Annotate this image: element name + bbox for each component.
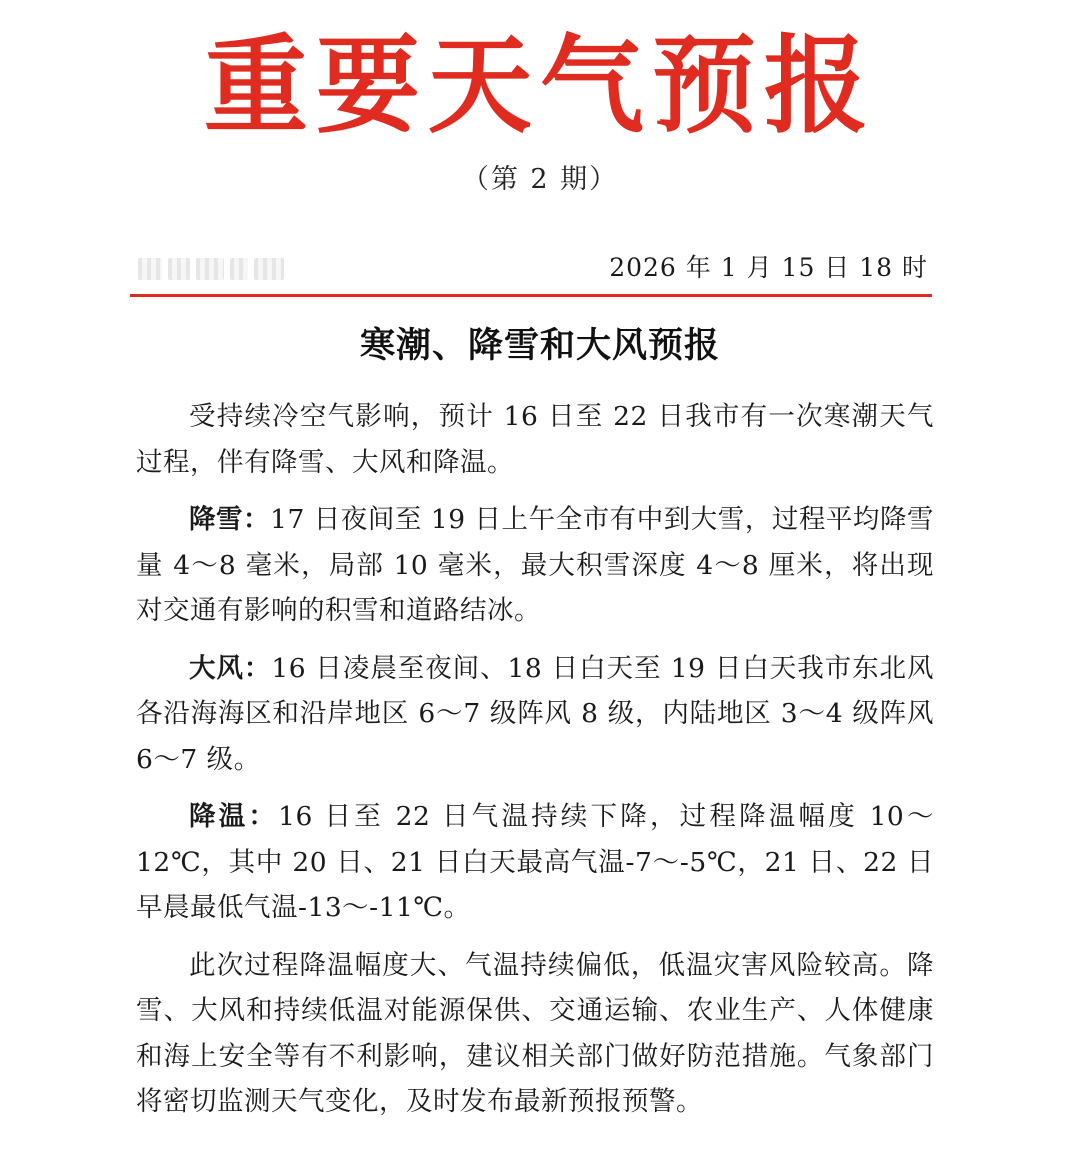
- paragraph-text: 受持续冷空气影响，预计 16 日至 22 日我市有一次寒潮天气过程，伴有降雪、大风和降温。: [136, 401, 934, 478]
- redacted-issuer: [138, 254, 294, 284]
- paragraph-text: 16 日凌晨至夜间、18 日白天至 19 日白天我市东北风各沿海海区和沿岸地区 6～7 级阵风 8 级，内陆地区 3～4 级阵风 6～7 级。: [136, 652, 935, 775]
- paragraph-text: 16 日至 22 日气温持续下降，过程降温幅度 10～12℃，其中 20 日、21 日白天最高气温-7～-5℃，21 日、22 日早晨最低气温-13～-11℃。: [136, 801, 935, 923]
- bulletin-body: [136, 394, 934, 1125]
- masthead-title: 重要天气预报: [203, 22, 876, 149]
- paragraph-text: 17 日夜间至 19 日上午全市有中到大雪，过程平均降雪量 4～8 毫米，局部 10 毫米，最大积雪深度 4～8 厘米，将出现对交通有影响的积雪和道路结冰。: [136, 504, 934, 626]
- paragraph-wind: [136, 646, 934, 783]
- paragraph-snowfall: [136, 497, 934, 634]
- issue-date: 2026 年 1 月 15 日 18 时: [609, 253, 928, 282]
- paragraph-temperature: [136, 794, 934, 931]
- paragraph-lead: 降雪：: [189, 504, 271, 535]
- paragraph-lead: 降温：: [189, 801, 279, 832]
- paragraph-intro: [136, 394, 934, 485]
- issue-number: （第 2 期）: [461, 164, 619, 195]
- paragraph-text: 此次过程降温幅度大、气温持续偏低，低温灾害风险较高。降雪、大风和持续低温对能源保供、交通运输、农业生产、人体健康和海上安全等有不利影响，建议相关部门做好防范措施。气象部门将密切监测天气变化，及时发布最新预报预警。: [136, 949, 934, 1117]
- header-divider: [130, 294, 932, 297]
- paragraph-advice: [136, 943, 934, 1125]
- paragraph-lead: 大风：: [189, 652, 272, 684]
- document-title: 寒潮、降雪和大风预报: [359, 325, 720, 366]
